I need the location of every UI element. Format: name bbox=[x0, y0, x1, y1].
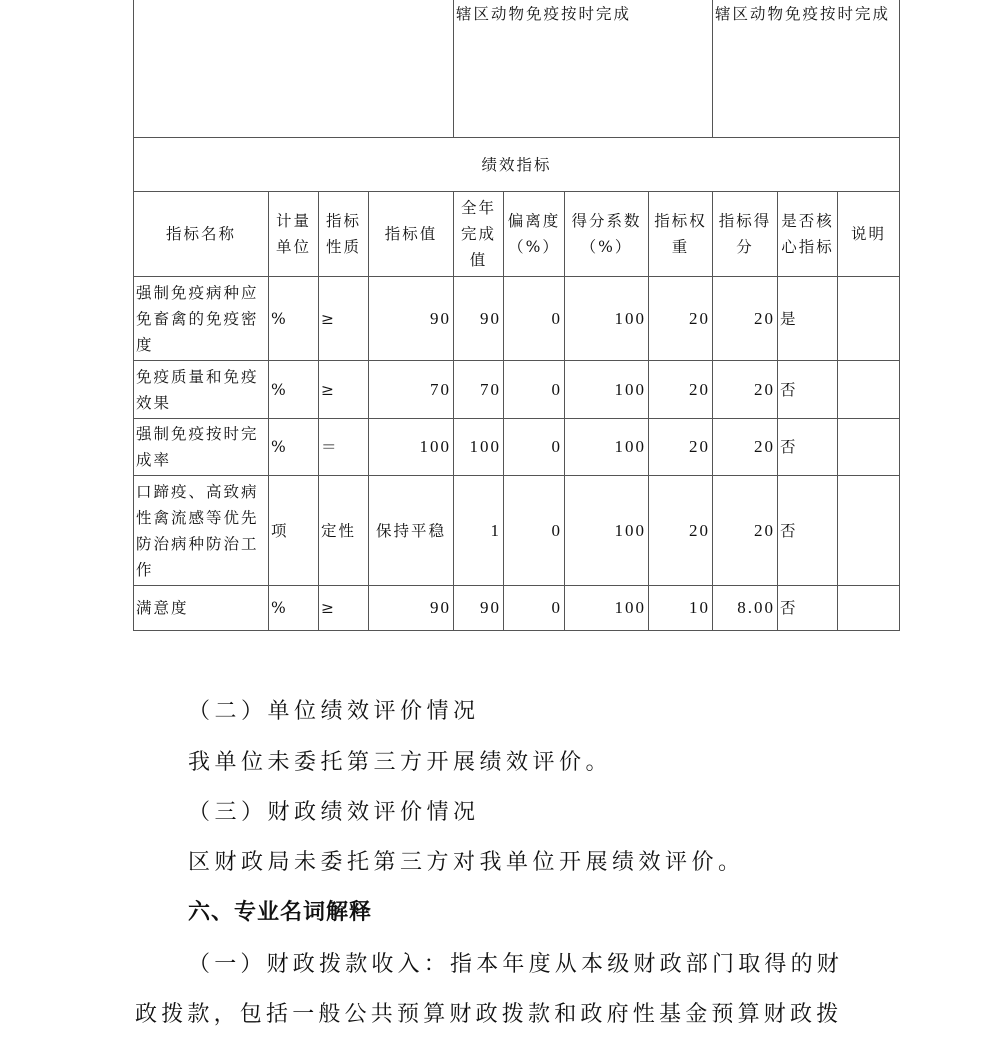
indicator-weight: 20 bbox=[649, 277, 713, 361]
indicator-unit: % bbox=[269, 361, 319, 419]
indicator-unit: % bbox=[269, 419, 319, 476]
indicator-core: 是 bbox=[778, 277, 838, 361]
term1-line1: （一）财政拨款收入：指本年度从本级财政部门取得的财 bbox=[188, 952, 844, 977]
indicator-nature: 定性 bbox=[319, 476, 369, 586]
indicator-actual: 1 bbox=[454, 476, 504, 586]
indicator-deviation: 0 bbox=[504, 277, 565, 361]
indicator-coef: 100 bbox=[565, 277, 649, 361]
indicator-target: 90 bbox=[369, 586, 454, 631]
indicator-note bbox=[838, 277, 900, 361]
indicator-target: 100 bbox=[369, 419, 454, 476]
indicator-name: 口蹄疫、高致病性禽流感等优先防治病种防治工作 bbox=[134, 476, 269, 586]
header-core: 是否核心指标 bbox=[778, 192, 838, 277]
term1-line2: 政拨款，包括一般公共预算财政拨款和政府性基金预算财政拨 bbox=[135, 1002, 843, 1027]
indicator-score: 20 bbox=[713, 419, 778, 476]
indicator-actual: 90 bbox=[454, 586, 504, 631]
indicator-actual: 90 bbox=[454, 277, 504, 361]
section-title-row bbox=[134, 138, 900, 192]
indicator-core: 否 bbox=[778, 586, 838, 631]
indicator-weight: 20 bbox=[649, 419, 713, 476]
indicator-weight: 10 bbox=[649, 586, 713, 631]
indicator-nature: ≥ bbox=[319, 361, 369, 419]
indicator-note bbox=[838, 361, 900, 419]
header-note: 说明 bbox=[838, 192, 900, 277]
header-coef: 得分系数（%） bbox=[565, 192, 649, 277]
indicator-unit: 项 bbox=[269, 476, 319, 586]
indicator-actual: 70 bbox=[454, 361, 504, 419]
performance-table bbox=[133, 0, 900, 631]
section6-heading: 六、专业名词解释 bbox=[188, 900, 373, 925]
indicator-deviation: 0 bbox=[504, 419, 565, 476]
indicator-target: 70 bbox=[369, 361, 454, 419]
indicator-coef: 100 bbox=[565, 419, 649, 476]
indicator-coef: 100 bbox=[565, 476, 649, 586]
section-title: 绩效指标 bbox=[134, 138, 900, 192]
table-row bbox=[134, 586, 900, 631]
indicator-deviation: 0 bbox=[504, 476, 565, 586]
header-name: 指标名称 bbox=[134, 192, 269, 277]
table-row bbox=[134, 419, 900, 476]
fiscal-eval-heading: （三）财政绩效评价情况 bbox=[188, 800, 480, 825]
indicator-deviation: 0 bbox=[504, 586, 565, 631]
header-row bbox=[134, 192, 900, 277]
header-score: 指标得分 bbox=[713, 192, 778, 277]
header-weight: 指标权重 bbox=[649, 192, 713, 277]
indicator-nature: ＝ bbox=[319, 419, 369, 476]
indicator-weight: 20 bbox=[649, 476, 713, 586]
indicator-unit: % bbox=[269, 586, 319, 631]
indicator-coef: 100 bbox=[565, 361, 649, 419]
indicator-name: 强制免疫病种应免畜禽的免疫密度 bbox=[134, 277, 269, 361]
indicator-nature: ≥ bbox=[319, 586, 369, 631]
indicator-unit: % bbox=[269, 277, 319, 361]
indicator-score: 20 bbox=[713, 361, 778, 419]
goal-plan-cell: 辖区动物免疫按时完成 bbox=[454, 0, 713, 138]
indicator-actual: 100 bbox=[454, 419, 504, 476]
indicator-score: 20 bbox=[713, 476, 778, 586]
header-nature: 指标性质 bbox=[319, 192, 369, 277]
table-row bbox=[134, 476, 900, 586]
indicator-note bbox=[838, 586, 900, 631]
indicator-target: 保持平稳 bbox=[369, 476, 454, 586]
indicator-note bbox=[838, 476, 900, 586]
indicator-name: 强制免疫按时完成率 bbox=[134, 419, 269, 476]
indicator-coef: 100 bbox=[565, 586, 649, 631]
indicator-name: 免疫质量和免疫效果 bbox=[134, 361, 269, 419]
indicator-core: 否 bbox=[778, 361, 838, 419]
indicator-deviation: 0 bbox=[504, 361, 565, 419]
indicator-core: 否 bbox=[778, 419, 838, 476]
unit-eval-heading: （二）单位绩效评价情况 bbox=[188, 699, 480, 724]
unit-eval-text: 我单位未委托第三方开展绩效评价。 bbox=[188, 750, 613, 775]
indicator-core: 否 bbox=[778, 476, 838, 586]
header-deviation: 偏离度（%） bbox=[504, 192, 565, 277]
header-target: 指标值 bbox=[369, 192, 454, 277]
indicator-note bbox=[838, 419, 900, 476]
indicator-score: 20 bbox=[713, 277, 778, 361]
table-row bbox=[134, 361, 900, 419]
goal-actual-cell: 辖区动物免疫按时完成 bbox=[713, 0, 900, 138]
header-actual: 全年完成值 bbox=[454, 192, 504, 277]
fiscal-eval-text: 区财政局未委托第三方对我单位开展绩效评价。 bbox=[188, 850, 745, 875]
goal-label-cell bbox=[134, 0, 454, 138]
indicator-name: 满意度 bbox=[134, 586, 269, 631]
indicator-nature: ≥ bbox=[319, 277, 369, 361]
indicator-target: 90 bbox=[369, 277, 454, 361]
indicator-score: 8.00 bbox=[713, 586, 778, 631]
table-row bbox=[134, 277, 900, 361]
header-unit: 计量单位 bbox=[269, 192, 319, 277]
goal-row bbox=[134, 0, 900, 138]
indicator-weight: 20 bbox=[649, 361, 713, 419]
